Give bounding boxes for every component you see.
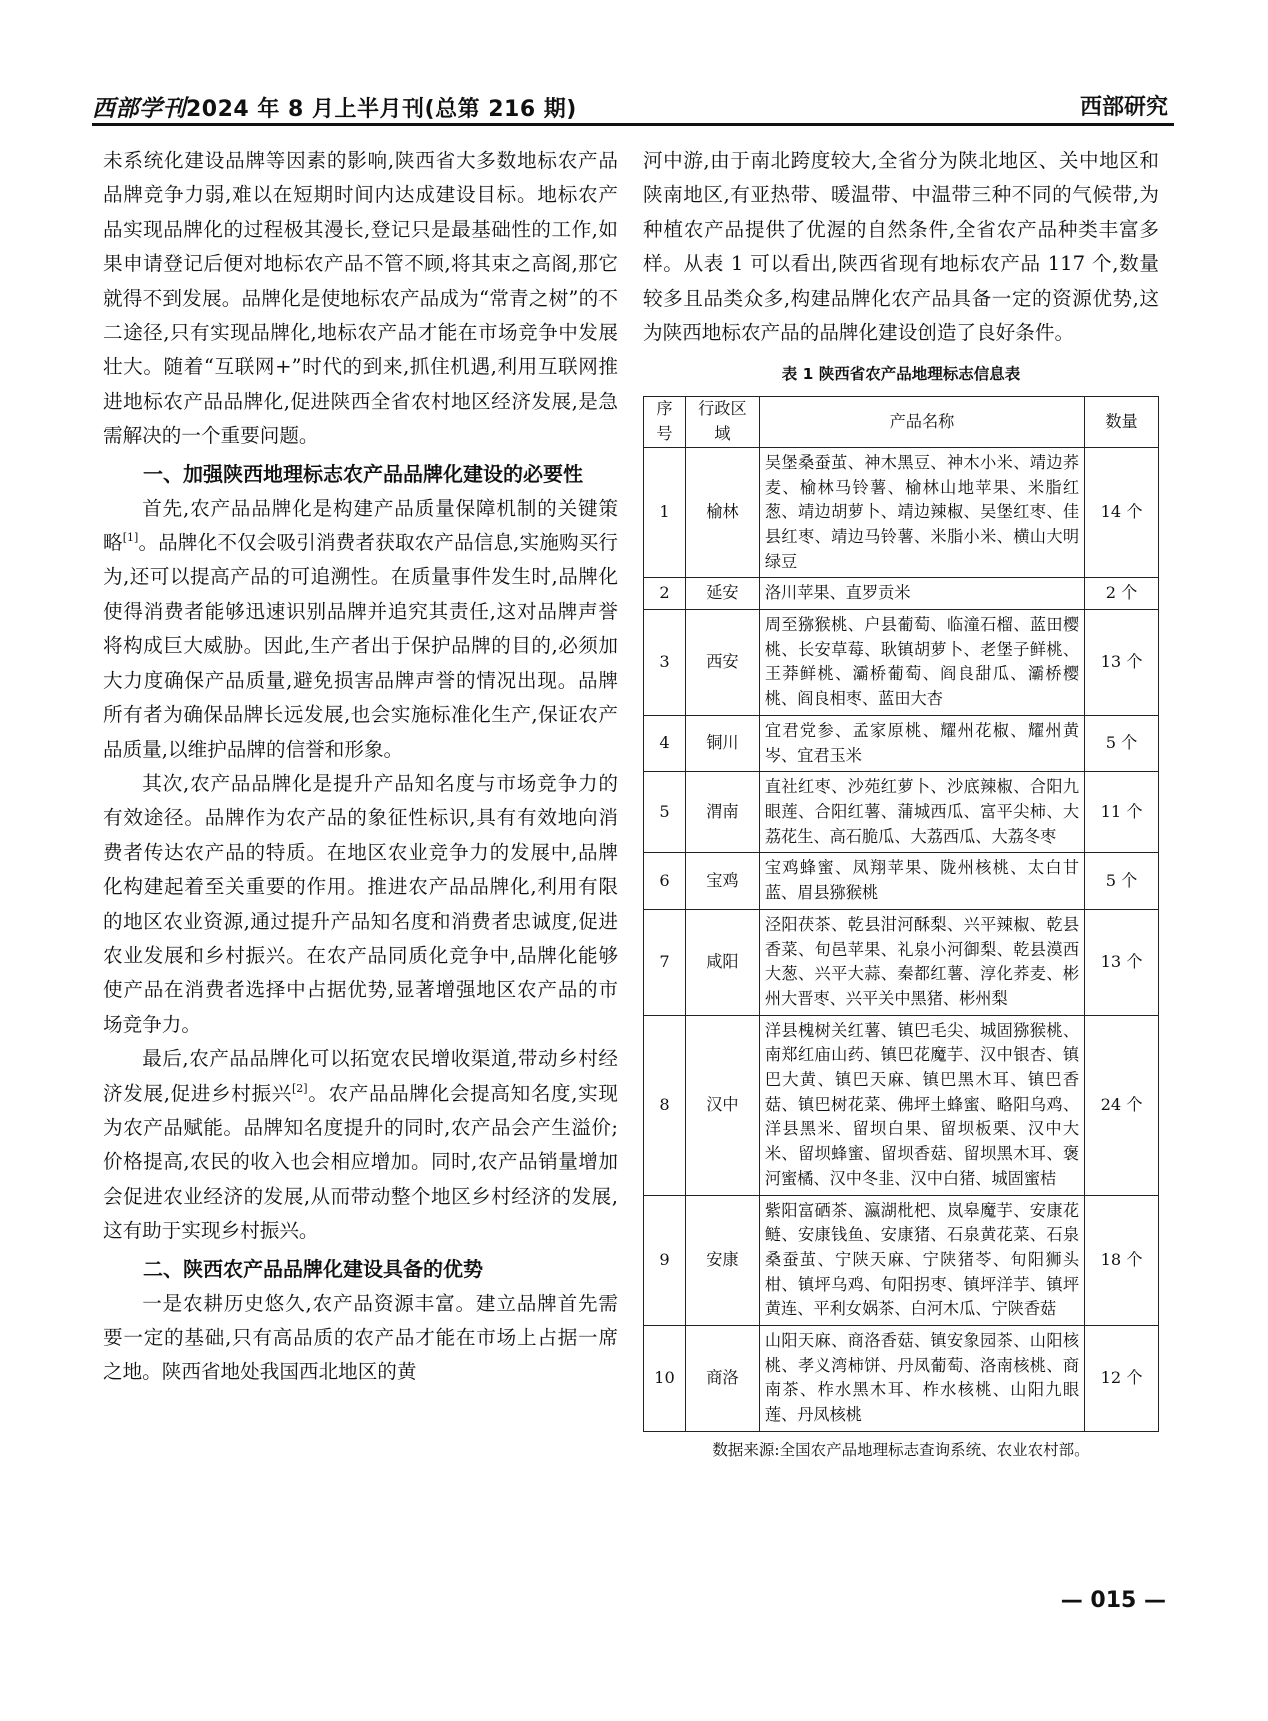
cell-region: 商洛: [685, 1326, 759, 1432]
section-heading-2: 二、陕西农产品品牌化建设具备的优势: [143, 1256, 483, 1281]
cell-products: 宜君党参、孟家原桃、耀州花椒、耀州黄岑、宜君玉米: [759, 715, 1084, 771]
cell-no: 8: [644, 1015, 686, 1195]
left-column: [103, 144, 618, 1390]
issue-text: 2024 年 8 月上半月刊(总第 216 期): [186, 97, 577, 122]
cell-region: 榆林: [685, 447, 759, 578]
cell-region: 铜川: [685, 715, 759, 771]
table-source-note: 数据来源:全国农产品地理标志查询系统、农业农村部。: [712, 1440, 1090, 1459]
cell-region: 咸阳: [685, 909, 759, 1015]
cell-region: 渭南: [685, 772, 759, 853]
right-column: [643, 144, 1159, 1462]
cell-count: 12 个: [1085, 1326, 1159, 1432]
table-row: [644, 1195, 1159, 1326]
cell-no: 4: [644, 715, 686, 771]
cell-count: 14 个: [1085, 447, 1159, 578]
table-header-row: [644, 397, 1159, 447]
citation-ref[interactable]: [1]: [122, 531, 139, 545]
cell-no: 2: [644, 578, 686, 610]
paragraph: 未系统化建设品牌等因素的影响,陕西省大多数地标农产品品牌竞争力弱,难以在短期时间内达成建设目标。地标农产品实现品牌化的过程极其漫长,登记只是最基础性的工作,如果申请登记后便对地标农产品不管不顾,将其束之高阁,那它就得不到发展。品牌化是使地标农产品成为“常青之树”的不二途径,只有实现品牌化,地标农产品才能在市场竞争中发展壮大。随着“互联网+”时代的到来,抓住机遇,利用互联网推进地标农产品品牌化,促进陕西全省农村地区经济发展,是急需解决的一个重要问题。: [103, 149, 618, 448]
paragraph: [103, 492, 618, 767]
cell-count: 24 个: [1085, 1015, 1159, 1195]
header-count: 数量: [1085, 397, 1159, 447]
cell-region: 安康: [685, 1195, 759, 1326]
table-title: 表 1 陕西省农产品地理标志信息表: [781, 365, 1021, 384]
cell-count: 13 个: [1085, 610, 1159, 716]
cell-products: 周至猕猴桃、户县葡萄、临潼石榴、蓝田樱桃、长安草莓、耿镇胡萝卜、老堡子鲜桃、王莽鲜桃、灞桥葡萄、阎良甜瓜、灞桥樱桃、阎良相枣、蓝田大杏: [759, 610, 1084, 716]
table-row: [644, 447, 1159, 578]
header-region: 行政区域: [685, 397, 759, 447]
section-name: 西部研究: [1079, 95, 1168, 120]
paragraph: 河中游,由于南北跨度较大,全省分为陕北地区、关中地区和陕南地区,有亚热带、暖温带、中温带三种不同的气候带,为种植农产品提供了优渥的自然条件,全省农产品种类丰富多样。从表 1 可以看出,陕西省现有地标农产品 117 个,数量较多且品类众多,构建品牌化农产品具备一定的资源优势,这为陕西地标农产品的品牌化建设创造了良好条件。: [643, 149, 1159, 345]
table-row: [644, 1015, 1159, 1195]
cell-products: 泾阳茯茶、乾县泔河酥梨、兴平辣椒、乾县香菜、旬邑苹果、礼泉小河御梨、乾县漠西大葱、兴平大蒜、秦都红薯、淳化荞麦、彬州大晋枣、兴平关中黑猪、彬州梨: [759, 909, 1084, 1015]
cell-no: 9: [644, 1195, 686, 1326]
cell-products: 山阳天麻、商洛香菇、镇安象园茶、山阳核桃、孝义湾柿饼、丹凤葡萄、洛南核桃、商南茶、柞水黑木耳、柞水核桃、山阳九眼莲、丹凤核桃: [759, 1326, 1084, 1432]
page-number: — 015 —: [1060, 1588, 1166, 1613]
paragraph: 一是农耕历史悠久,农产品资源丰富。建立品牌首先需要一定的基础,只有高品质的农产品才能在市场上占据一席之地。陕西省地处我国西北地区的黄: [103, 1291, 618, 1384]
paragraph-text: 。农产品品牌化会提高知名度,实现为农产品赋能。品牌知名度提升的同时,农产品会产生溢价;价格提高,农民的收入也会相应增加。同时,农产品销量增加会促进农业经济的发展,从而带动整个地区乡村经济的发展,这有助于实现乡村振兴。: [103, 1081, 618, 1243]
cell-products: 吴堡桑蚕茧、神木黑豆、神木小米、靖边荞麦、榆林马铃薯、榆林山地苹果、米脂红葱、靖边胡萝卜、靖边辣椒、吴堡红枣、佳县红枣、靖边马铃薯、米脂小米、横山大明绿豆: [759, 447, 1084, 578]
cell-count: 2 个: [1085, 578, 1159, 610]
cell-region: 西安: [685, 610, 759, 716]
paragraph: [103, 1042, 618, 1248]
table-row: [644, 715, 1159, 771]
table-row: [644, 772, 1159, 853]
table-row: [644, 853, 1159, 909]
cell-products: 洋县槐树关红薯、镇巴毛尖、城固猕猴桃、南郑红庙山药、镇巴花魔芋、汉中银杏、镇巴大黄、镇巴天麻、镇巴黑木耳、镇巴香菇、镇巴树花菜、佛坪土蜂蜜、略阳乌鸡、洋县黑米、留坝白果、留坝板栗、汉中大米、留坝蜂蜜、留坝香菇、留坝黑木耳、褒河蜜橘、汉中冬韭、汉中白猪、城固蜜桔: [759, 1015, 1084, 1195]
header-products: 产品名称: [759, 397, 1084, 447]
cell-no: 7: [644, 909, 686, 1015]
paragraph-text: 。品牌化不仅会吸引消费者获取农产品信息,实施购买行为,还可以提高产品的可追溯性。在质量事件发生时,品牌化使得消费者能够迅速识别品牌并追究其责任,这对品牌声誉将构成巨大威胁。因此,生产者出于保护品牌的目的,必须加大力度确保产品质量,避免损害品牌声誉的情况出现。品牌所有者为确保品牌长远发展,也会实施标准化生产,保证农产品质量,以维护品牌的信誉和形象。: [103, 531, 619, 761]
section-heading-1: 一、加强陕西地理标志农产品品牌化建设的必要性: [143, 461, 583, 486]
cell-products: 直社红枣、沙苑红萝卜、沙底辣椒、合阳九眼莲、合阳红薯、蒲城西瓜、富平尖柿、大荔花生、高石脆瓜、大荔西瓜、大荔冬枣: [759, 772, 1084, 853]
paragraph: 其次,农产品品牌化是提升产品知名度与市场竞争力的有效途径。品牌作为农产品的象征性标识,具有有效地向消费者传达农产品的特质。在地区农业竞争力的发展中,品牌化构建起着至关重要的作用。推进农产品品牌化,利用有限的地区农业资源,通过提升产品知名度和消费者忠诚度,促进农业发展和乡村振兴。在农产品同质化竞争中,品牌化能够使产品在消费者选择中占据优势,显著增强地区农产品的市场竞争力。: [103, 771, 618, 1036]
running-header: [92, 84, 1174, 126]
cell-count: 5 个: [1085, 853, 1159, 909]
cell-count: 18 个: [1085, 1195, 1159, 1326]
paragraph-text: 最后,农产品品牌化可以拓宽农民增收渠道,带动乡村经济发展,促进乡村振兴: [103, 1047, 618, 1105]
cell-no: 5: [644, 772, 686, 853]
cell-count: 13 个: [1085, 909, 1159, 1015]
cell-region: 汉中: [685, 1015, 759, 1195]
cell-no: 3: [644, 610, 686, 716]
cell-region: 延安: [685, 578, 759, 610]
cell-products: 洛川苹果、直罗贡米: [759, 578, 1084, 610]
cell-count: 11 个: [1085, 772, 1159, 853]
table-row: [644, 909, 1159, 1015]
cell-no: 10: [644, 1326, 686, 1432]
cell-products: 宝鸡蜂蜜、凤翔苹果、陇州核桃、太白甘蓝、眉县猕猴桃: [759, 853, 1084, 909]
cell-no: 6: [644, 853, 686, 909]
paragraph-text: 首先,农产品品牌化是构建产品质量保障机制的关键策略: [103, 496, 618, 555]
journal-logo: 西部学刊: [92, 95, 186, 122]
cell-products: 紫阳富硒茶、瀛湖枇杷、岚皋魔芋、安康花鲢、安康钱鱼、安康猪、石泉黄花菜、石泉桑蚕茧、宁陕天麻、宁陕猪苓、旬阳狮头柑、镇坪乌鸡、旬阳拐枣、镇坪洋芋、镇坪黄连、平利女娲茶、白河木瓜、宁陕香菇: [759, 1195, 1084, 1326]
cell-no: 1: [644, 447, 686, 578]
header-no: 序号: [644, 397, 686, 447]
table-row: [644, 610, 1159, 716]
geo-indication-table: [643, 396, 1159, 1431]
table-row: [644, 578, 1159, 610]
cell-region: 宝鸡: [685, 853, 759, 909]
header-rule: [92, 123, 1174, 126]
table-row: [644, 1326, 1159, 1432]
citation-ref[interactable]: [2]: [292, 1081, 308, 1095]
journal-issue: [92, 90, 577, 123]
cell-count: 5 个: [1085, 715, 1159, 771]
